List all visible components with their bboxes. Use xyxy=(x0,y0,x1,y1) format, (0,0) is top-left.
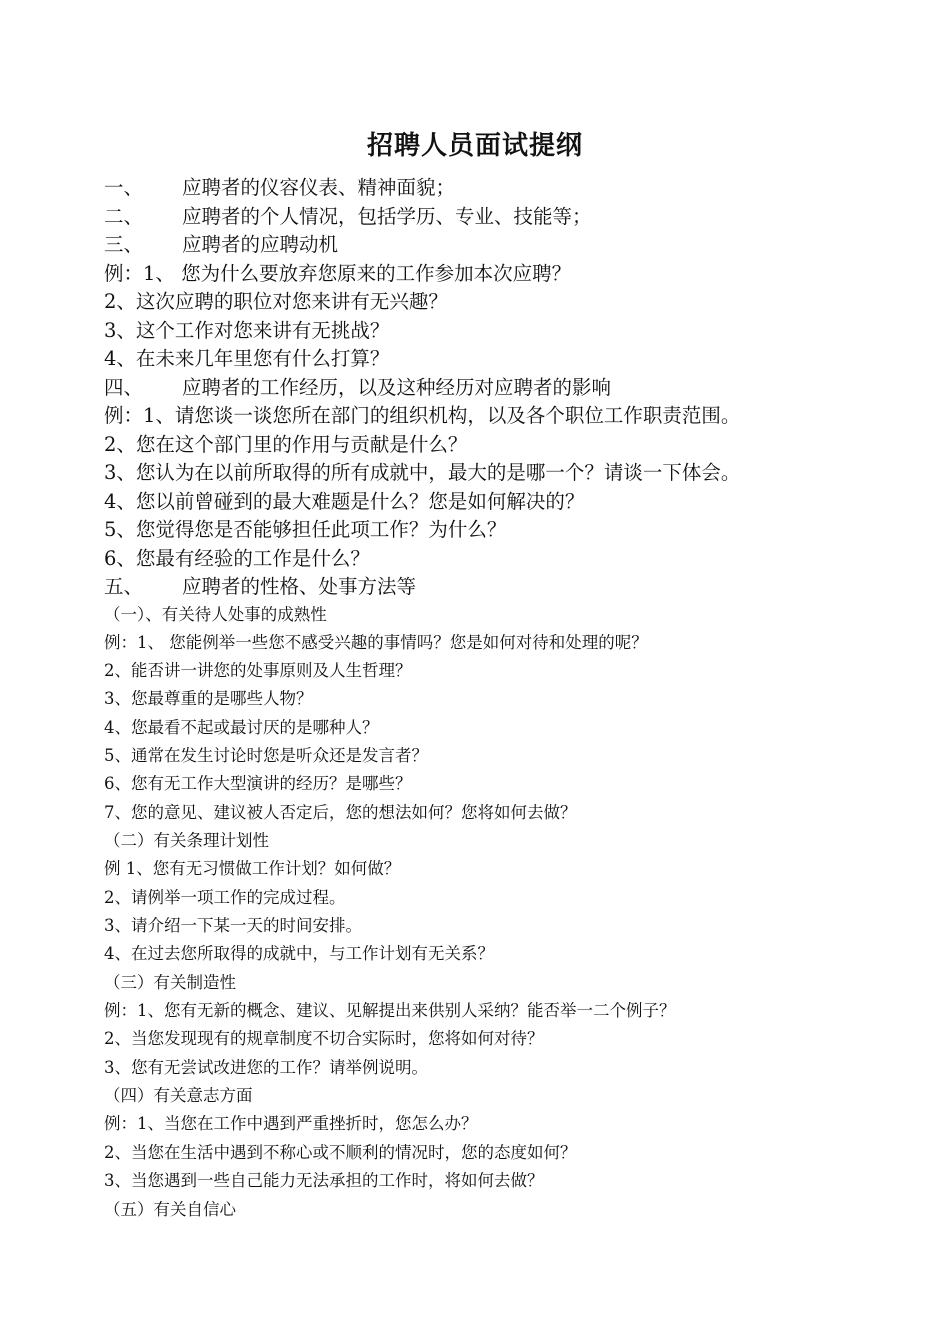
heading-text: 应聘者的应聘动机 xyxy=(182,233,339,256)
heading-5 xyxy=(104,573,416,601)
list-item: 例：1、您有无新的概念、建议、见解提出来供别人采纳？能否举一二个例子？ xyxy=(104,1001,676,1020)
list-item: 2、能否讲一讲您的处事原则及人生哲理？ xyxy=(104,661,412,680)
heading-number: 三、 xyxy=(104,233,144,256)
subsection-title-5: （五）有关自信心 xyxy=(104,1200,236,1219)
subsection-title-4: （四）有关意志方面 xyxy=(104,1086,253,1105)
heading-number: 一、 xyxy=(104,176,144,199)
list-item: 3、您最尊重的是哪些人物？ xyxy=(104,689,313,708)
list-item: 2、当您在生活中遇到不称心或不顺利的情况时，您的态度如何？ xyxy=(104,1143,577,1162)
list-item: 4、您最看不起或最讨厌的是哪种人？ xyxy=(104,718,379,737)
list-item: 3、这个工作对您来讲有无挑战？ xyxy=(104,319,390,342)
heading-text: 应聘者的性格、处事方法等 xyxy=(182,575,417,598)
list-item: 例 1、您有无习惯做工作计划？如何做？ xyxy=(104,859,401,878)
list-item: 2、您在这个部门里的作用与贡献是什么？ xyxy=(104,433,468,456)
list-item: 4、在过去您所取得的成就中，与工作计划有无关系？ xyxy=(104,944,494,963)
list-item: 2、当您发现现有的规章制度不切合实际时，您将如何对待？ xyxy=(104,1029,544,1048)
heading-number: 五、 xyxy=(104,575,144,598)
heading-4 xyxy=(104,374,611,402)
list-item: 3、请介绍一下某一天的时间安排。 xyxy=(104,916,362,935)
list-item: 5、通常在发生讨论时您是听众还是发言者？ xyxy=(104,746,428,765)
subsection-title-3: （三）有关制造性 xyxy=(104,973,236,992)
list-item: 例：1、 您为什么要放弃您原来的工作参加本次应聘？ xyxy=(104,262,572,285)
list-item: 2、这次应聘的职位对您来讲有无兴趣？ xyxy=(104,290,448,313)
list-item: 例：1、请您谈一谈您所在部门的组织机构，以及各个职位工作职责范围。 xyxy=(104,404,741,427)
list-item: 3、当您遇到一些自己能力无法承担的工作时，将如何去做？ xyxy=(104,1171,544,1190)
list-item: 3、您认为在以前所取得的所有成就中，最大的是哪一个？请谈一下体会。 xyxy=(104,461,741,484)
list-item: 6、您最有经验的工作是什么？ xyxy=(104,547,370,570)
heading-3 xyxy=(104,231,338,259)
subsection-title-2: （二）有关条理计划性 xyxy=(104,831,269,850)
subsection-title-1: （一）、有关待人处事的成熟性 xyxy=(104,605,327,624)
list-item: 5、您觉得您是否能够担任此项工作？为什么？ xyxy=(104,518,507,541)
list-item: 例：1、当您在工作中遇到严重挫折时，您怎么办？ xyxy=(104,1114,478,1133)
heading-text: 应聘者的工作经历，以及这种经历对应聘者的影响 xyxy=(182,376,612,399)
list-item: 2、请例举一项工作的完成过程。 xyxy=(104,888,346,907)
list-item: 7、您的意见、建议被人否定后，您的想法如何？您将如何去做？ xyxy=(104,803,577,822)
heading-2 xyxy=(104,203,592,231)
heading-1 xyxy=(104,174,455,202)
list-item: 3、您有无尝试改进您的工作？请举例说明。 xyxy=(104,1058,428,1077)
list-item: 4、您以前曾碰到的最大难题是什么？您是如何解决的？ xyxy=(104,490,585,513)
heading-number: 四、 xyxy=(104,376,144,399)
list-item: 4、在未来几年里您有什么打算？ xyxy=(104,347,390,370)
heading-text: 应聘者的仪容仪表、精神面貌； xyxy=(182,176,456,199)
heading-text: 应聘者的个人情况，包括学历、专业、技能等； xyxy=(182,205,592,228)
list-item: 例：1、 您能例举一些您不感受兴趣的事情吗？您是如何对待和处理的呢？ xyxy=(104,633,648,652)
list-item: 6、您有无工作大型演讲的经历？是哪些？ xyxy=(104,774,412,793)
heading-number: 二、 xyxy=(104,205,144,228)
document-title: 招聘人员面试提纲 xyxy=(366,131,583,161)
